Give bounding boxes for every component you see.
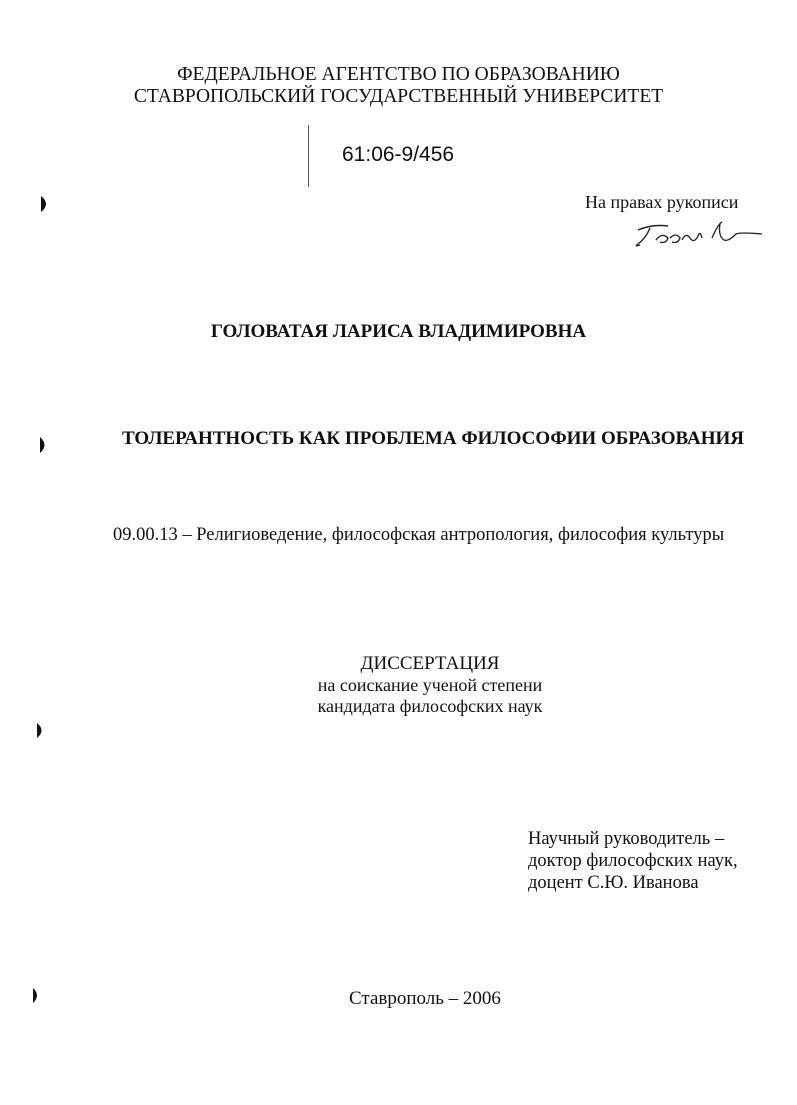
city-year: Ставрополь – 2006 bbox=[349, 988, 501, 1009]
degree-line-1: на соискание ученой степени bbox=[317, 675, 543, 695]
signature-icon bbox=[632, 220, 764, 255]
catalog-code: 61:06-9/456 bbox=[342, 143, 455, 166]
university-name: СТАВРОПОЛЬСКИЙ ГОСУДАРСТВЕННЫЙ УНИВЕРСИТЕТ bbox=[133, 86, 664, 107]
rights-note: На правах рукописи bbox=[585, 192, 739, 212]
stamp-divider-line bbox=[308, 125, 309, 187]
agency-name: ФЕДЕРАЛЬНОЕ АГЕНТСТВО ПО ОБРАЗОВАНИЮ bbox=[177, 64, 620, 85]
binder-mark-icon bbox=[33, 988, 41, 1008]
binder-mark-icon bbox=[40, 437, 49, 458]
binder-mark-icon bbox=[37, 723, 46, 743]
degree-line-2: кандидата философских наук bbox=[317, 696, 543, 716]
supervisor-line-1: Научный руководитель – bbox=[528, 829, 725, 849]
supervisor-line-3: доцент С.Ю. Иванова bbox=[528, 873, 699, 893]
specialty-code: 09.00.13 – Религиоведение, философская антропология, философия культуры bbox=[113, 525, 725, 545]
degree-type: ДИССЕРТАЦИЯ bbox=[360, 653, 500, 674]
binder-mark-icon bbox=[41, 196, 51, 217]
author-name: ГОЛОВАТАЯ ЛАРИСА ВЛАДИМИРОВНА bbox=[210, 321, 587, 342]
supervisor-line-2: доктор философских наук, bbox=[528, 851, 738, 871]
dissertation-title: ТОЛЕРАНТНОСТЬ КАК ПРОБЛЕМА ФИЛОСОФИИ ОБРАЗОВАНИЯ bbox=[122, 428, 744, 449]
